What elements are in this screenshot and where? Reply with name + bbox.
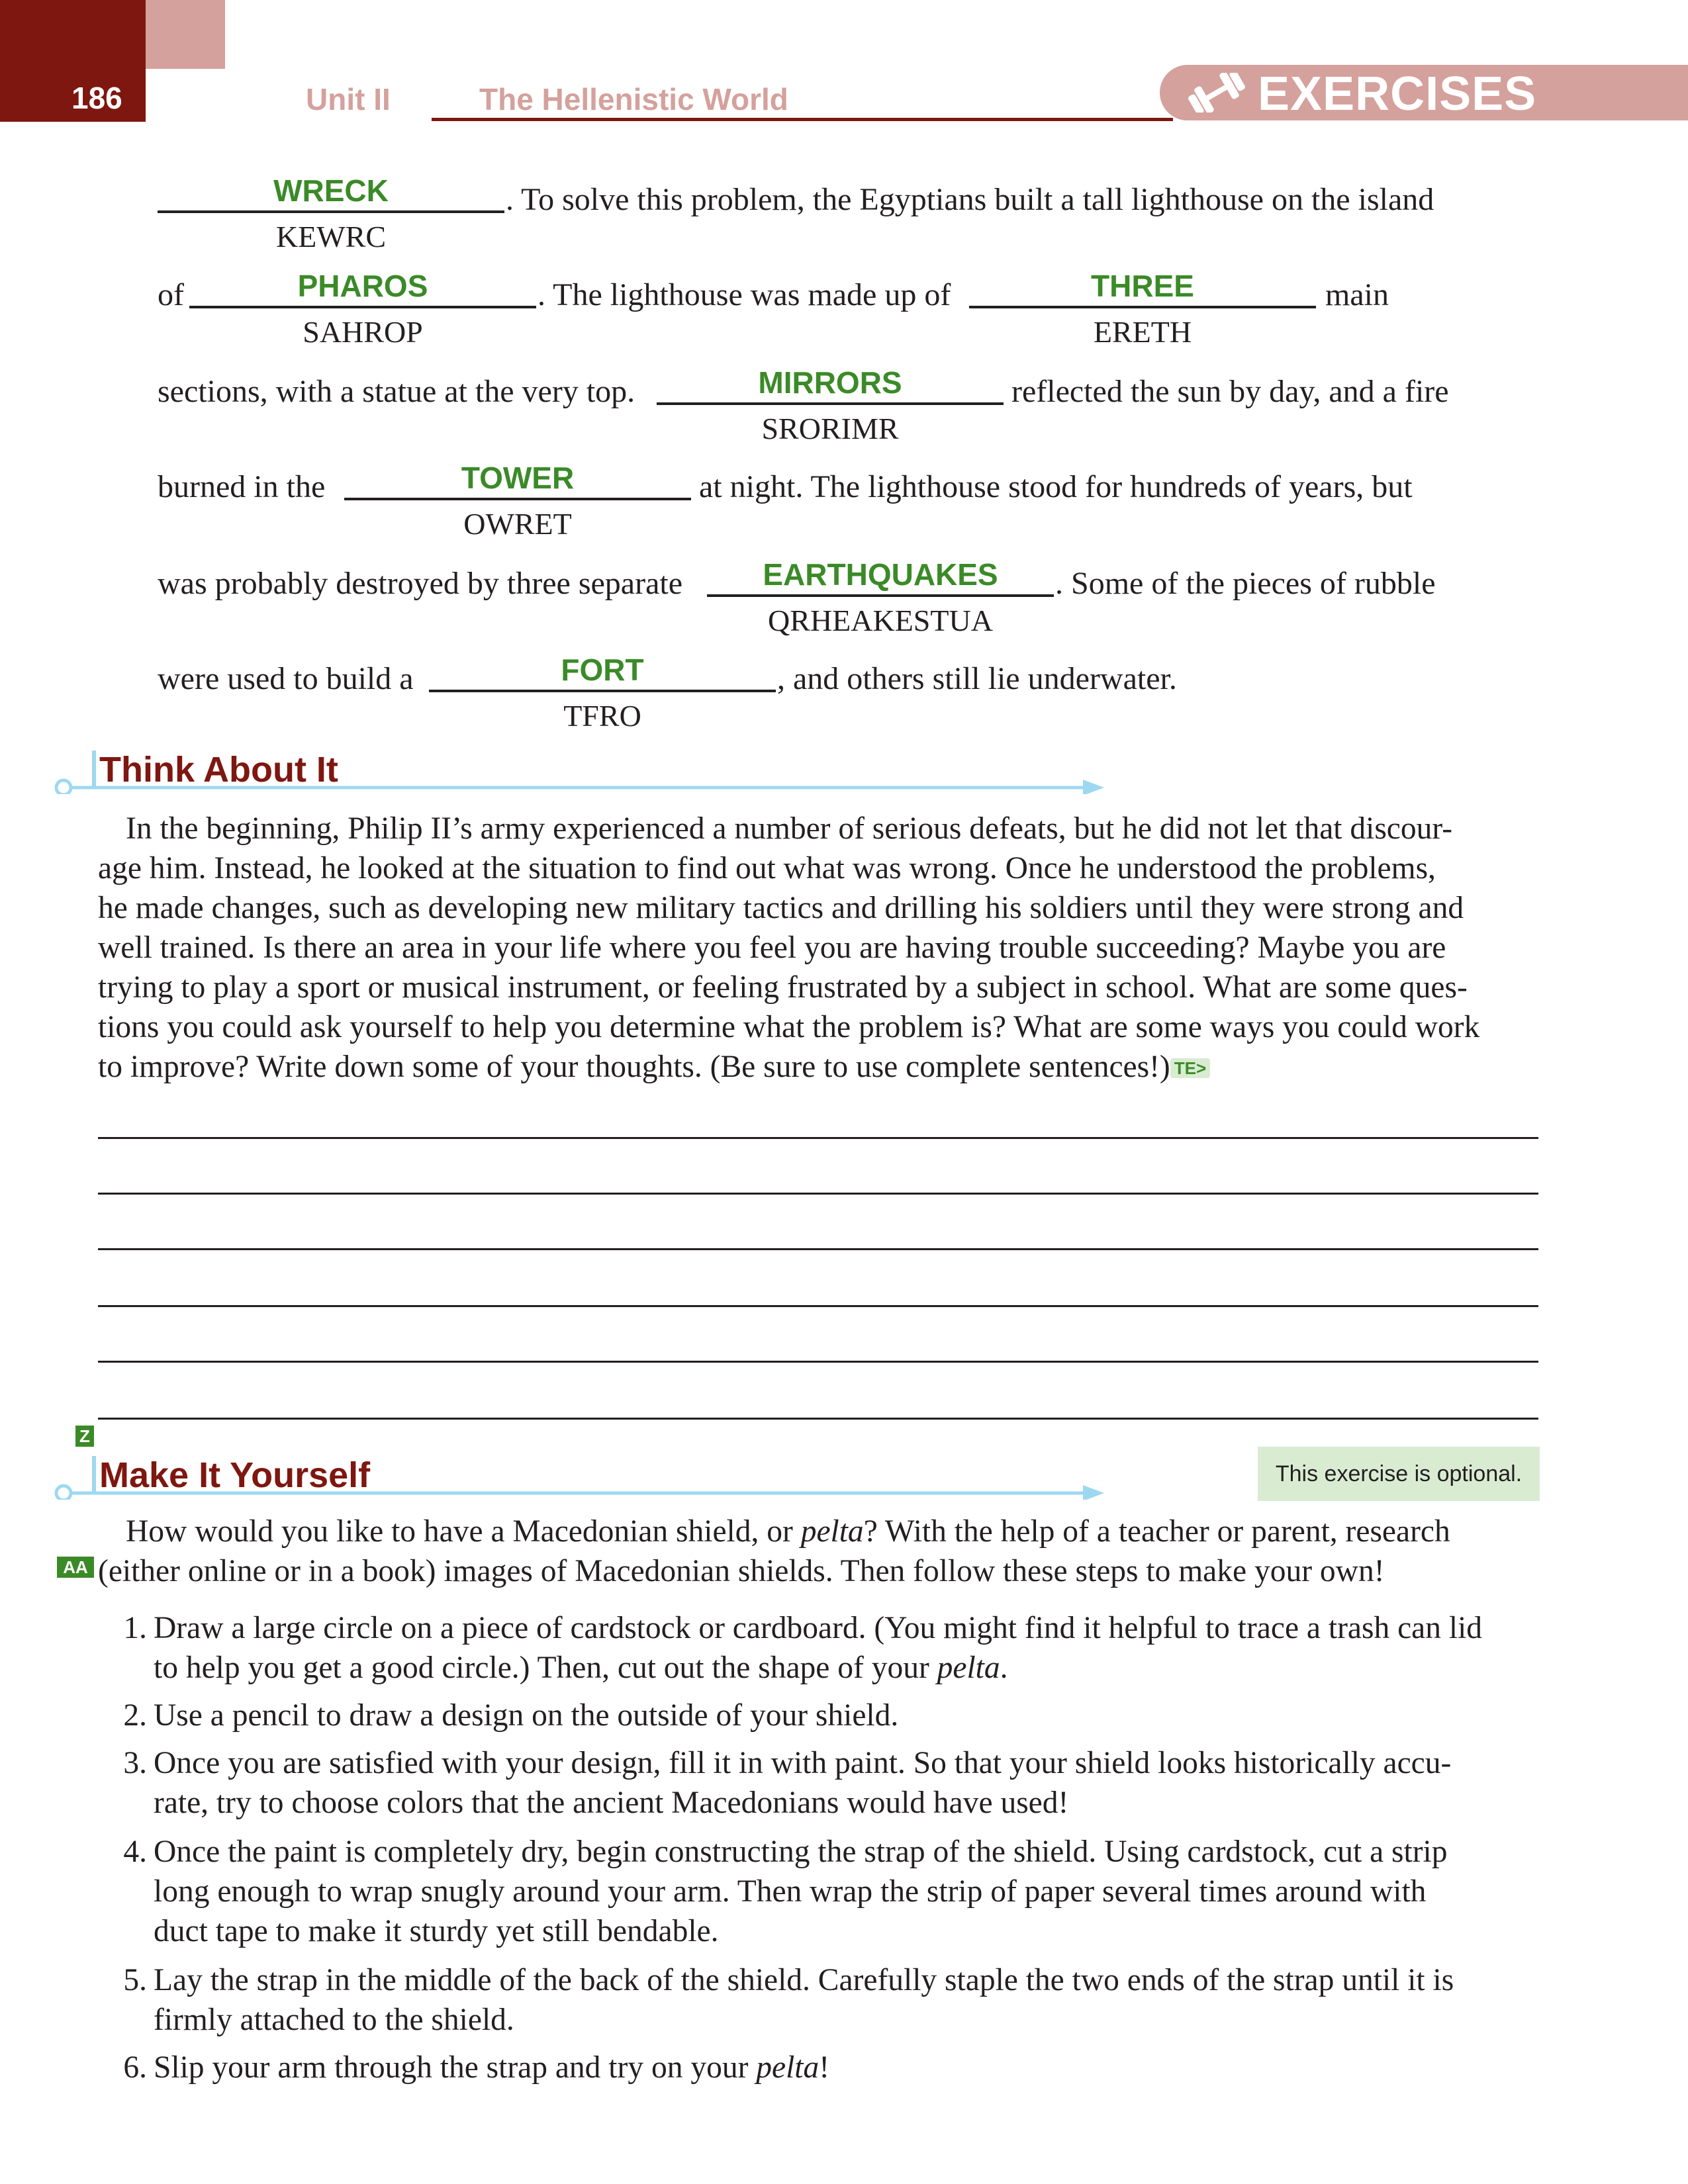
- list-item-line: long enough to wrap snugly around your arm. Then wrap the strip of paper several times around with: [154, 1874, 1427, 1909]
- paragraph-text: ? With the help of a teacher or parent, research: [863, 1514, 1450, 1549]
- optional-note: This exercise is optional.: [1258, 1447, 1540, 1501]
- scrambled-word: OWRET: [463, 507, 572, 541]
- paragraph-line: age him. Instead, he looked at the situation to find out what was wrong. Once he understood the problems,: [98, 851, 1436, 886]
- italic-term: pelta: [756, 2050, 820, 2085]
- answer-text: MIRRORS: [758, 365, 902, 400]
- fill-in-text: main: [1325, 277, 1389, 312]
- italic-term: pelta: [937, 1651, 1000, 1685]
- list-number: 1.: [123, 1611, 147, 1645]
- list-item-line: duct tape to make it sturdy yet still bendable.: [154, 1914, 719, 1948]
- exercises-title: EXERCISES: [1258, 68, 1537, 120]
- fill-in-text: of: [158, 277, 184, 312]
- list-item-line: Lay the strap in the middle of the back of the shield. Carefully staple the two ends of the strap until it is: [154, 1963, 1454, 1997]
- paragraph-text: to improve? Write down some of your thoughts. (Be sure to use complete sentences!): [98, 1050, 1170, 1084]
- list-number: 5.: [123, 1963, 147, 1997]
- answer-blank[interactable]: [344, 498, 691, 500]
- dumbbell-icon: [1185, 73, 1248, 113]
- writing-line[interactable]: [98, 1137, 1538, 1139]
- list-item-line: Draw a large circle on a piece of cardstock or cardboard. (You might find it helpful to trace a trash can lid: [154, 1611, 1483, 1645]
- list-item-line: Use a pencil to draw a design on the outside of your shield.: [154, 1698, 899, 1733]
- answer-text: THREE: [1091, 269, 1194, 303]
- writing-line[interactable]: [98, 1305, 1538, 1307]
- fill-in-text: was probably destroyed by three separate: [158, 566, 683, 601]
- writing-line[interactable]: [98, 1248, 1538, 1250]
- fill-in-text: reflected the sun by day, and a fire: [1011, 374, 1449, 409]
- answer-blank[interactable]: [158, 210, 504, 213]
- answer-blank[interactable]: [189, 306, 536, 308]
- optional-badge[interactable]: Z: [75, 1426, 94, 1447]
- paragraph-line: (either online or in a book) images of Macedonian shields. Then follow these steps to make your own!: [98, 1554, 1385, 1588]
- list-item-line: firmly attached to the shield.: [154, 2003, 514, 2037]
- unit-label: Unit II: [306, 82, 391, 116]
- section-title: Think About It: [99, 750, 338, 790]
- list-number: 4.: [123, 1835, 147, 1869]
- list-item-line: Once the paint is completely dry, begin constructing the strap of the shield. Using cardstock, cut a strip: [154, 1835, 1448, 1869]
- list-item-line: [154, 2048, 1544, 2087]
- list-number: 3.: [123, 1746, 147, 1780]
- answer-text: PHAROS: [297, 269, 428, 303]
- page-number-tab: [146, 0, 225, 69]
- answer-text: EARTHQUAKES: [763, 557, 998, 592]
- answer-blank[interactable]: [429, 690, 776, 692]
- answer-blank[interactable]: [657, 402, 1004, 405]
- list-item-line: Once you are satisfied with your design, fill it in with paint. So that your shield looks historically accu-: [154, 1746, 1452, 1780]
- answer-text: WRECK: [273, 173, 389, 208]
- answer-text: FORT: [561, 653, 644, 687]
- list-text: !: [819, 2050, 830, 2085]
- fill-in-text: sections, with a statue at the very top.: [158, 374, 635, 409]
- writing-line[interactable]: [98, 1361, 1538, 1363]
- paragraph-text: How would you like to have a Macedonian shield, or: [126, 1514, 801, 1549]
- paragraph-line: [126, 1512, 1450, 1551]
- fill-in-text: burned in the: [158, 469, 326, 504]
- writing-line[interactable]: [98, 1418, 1538, 1420]
- fill-in-text: . Some of the pieces of rubble: [1055, 566, 1436, 601]
- scrambled-word: SRORIMR: [761, 412, 899, 445]
- answer-text: TOWER: [461, 461, 575, 495]
- paragraph-line: tions you could ask yourself to help you determine what the problem is? What are some ways you could work: [98, 1010, 1480, 1044]
- list-text: to help you get a good circle.) Then, cut out the shape of your: [154, 1651, 937, 1685]
- fill-in-text: at night. The lighthouse stood for hundreds of years, but: [699, 469, 1413, 504]
- list-item-line: rate, try to choose colors that the ancient Macedonians would have used!: [154, 1786, 1069, 1820]
- scrambled-word: ERETH: [1093, 315, 1192, 349]
- fill-in-text: . The lighthouse was made up of: [538, 277, 951, 312]
- teacher-edition-badge[interactable]: TE>: [1170, 1058, 1210, 1078]
- list-text: .: [1000, 1651, 1008, 1685]
- scrambled-word: TFRO: [563, 699, 641, 733]
- paragraph-line: [98, 1047, 1210, 1088]
- answer-blank[interactable]: [969, 306, 1316, 308]
- paragraph-line: well trained. Is there an area in your life where you feel you are having trouble succeeding? Maybe you are: [98, 931, 1446, 965]
- page-number: 186: [71, 81, 122, 115]
- aa-badge[interactable]: AA: [57, 1557, 94, 1578]
- paragraph-line: he made changes, such as developing new military tactics and drilling his soldiers until they were strong and: [98, 891, 1464, 925]
- unit-title: The Hellenistic World: [479, 82, 788, 116]
- fill-in-text: , and others still lie underwater.: [777, 661, 1177, 696]
- answer-blank[interactable]: [707, 594, 1054, 597]
- list-number: 2.: [123, 1698, 147, 1733]
- list-item-line: [154, 1648, 1544, 1688]
- scrambled-word: SAHROP: [303, 315, 423, 349]
- scrambled-word: KEWRC: [275, 220, 387, 253]
- paragraph-line: trying to play a sport or musical instrument, or feeling frustrated by a subject in school. What are some ques-: [98, 970, 1468, 1005]
- writing-line[interactable]: [98, 1193, 1538, 1195]
- list-text: Slip your arm through the strap and try on your: [154, 2050, 757, 2085]
- fill-in-text: were used to build a: [158, 661, 414, 696]
- italic-term: pelta: [800, 1514, 864, 1549]
- section-title: Make It Yourself: [99, 1455, 371, 1495]
- header-rule: [432, 118, 1173, 121]
- list-number: 6.: [123, 2050, 147, 2085]
- paragraph-line: In the beginning, Philip II’s army experienced a number of serious defeats, but he did not let that discour-: [126, 811, 1453, 846]
- scrambled-word: QRHEAKESTUA: [768, 604, 993, 637]
- fill-in-text: . To solve this problem, the Egyptians built a tall lighthouse on the island: [506, 182, 1434, 217]
